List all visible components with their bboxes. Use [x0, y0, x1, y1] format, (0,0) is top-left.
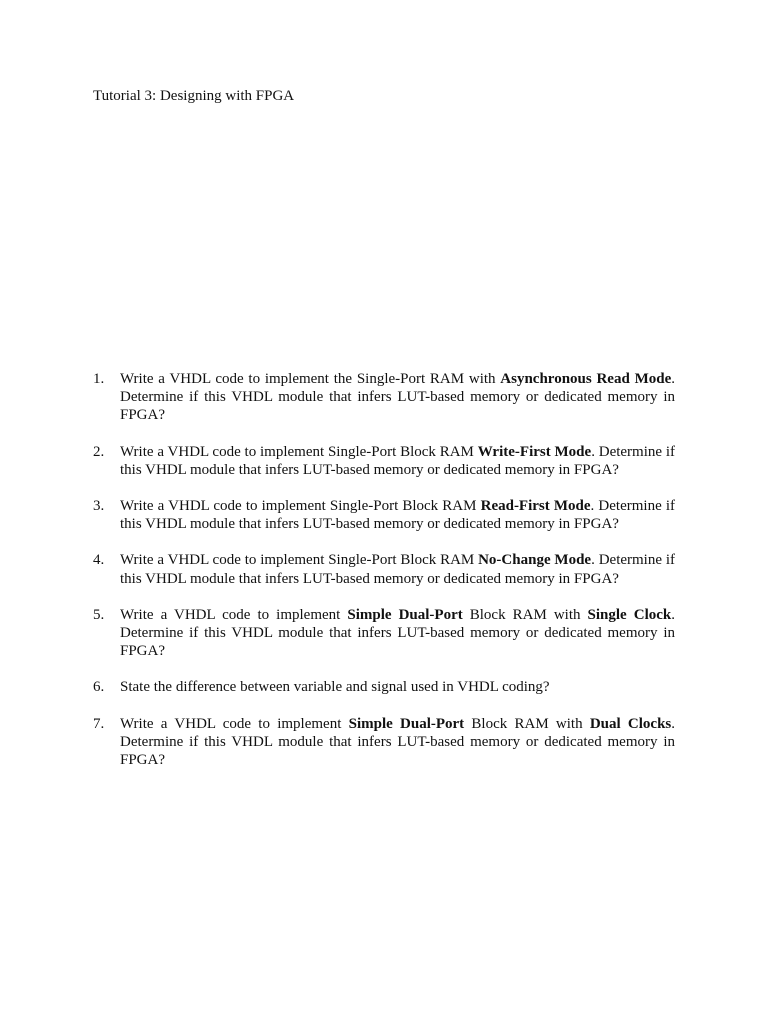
question-list — [93, 370, 675, 787]
question-text-segment: . Determine if this VHDL module that infers LUT-based memory or dedicated memory in FPGA? — [120, 371, 675, 424]
question-number: 1. — [93, 371, 105, 387]
question-item — [93, 678, 675, 696]
question-text-segment: Write a VHDL code to implement Single-Port Block RAM — [120, 552, 479, 569]
question-text-segment: Write a VHDL code to implement Single-Port Block RAM — [120, 498, 481, 515]
question-text — [120, 678, 675, 696]
question-number: 3. — [93, 498, 105, 515]
question-text-segment: Block RAM with — [464, 715, 590, 732]
question-text-segment: . Determine if this VHDL module that infers LUT-based memory or dedicated memory in FPGA? — [120, 552, 676, 587]
question-text-bold: Single Clock — [587, 606, 672, 623]
question-text-segment: . Determine if this VHDL module that infers LUT-based memory or dedicated memory in FPGA? — [120, 606, 675, 660]
question-number: 5. — [93, 606, 105, 623]
question-number: 4. — [93, 552, 105, 569]
question-text-segment: Write a VHDL code to implement Single-Port Block RAM — [120, 443, 478, 460]
question-item — [93, 606, 675, 661]
question-item — [93, 715, 675, 770]
question-text-segment: Write a VHDL code to implement — [120, 606, 348, 623]
question-text-bold: Simple Dual-Port — [347, 606, 463, 623]
question-item — [93, 443, 675, 479]
question-item — [93, 497, 675, 533]
question-text-bold: Asynchronous Read Mode — [500, 371, 672, 387]
question-text-segment: Block RAM with — [462, 606, 588, 623]
question-text-segment: Write a VHDL code to implement — [120, 715, 349, 732]
question-text — [120, 443, 675, 479]
question-text-segment: . Determine if this VHDL module that infers LUT-based memory or dedicated memory in FPGA? — [120, 715, 675, 769]
question-text — [120, 370, 675, 425]
question-text-bold: Simple Dual-Port — [348, 715, 465, 732]
question-item — [93, 551, 675, 587]
page-title: Tutorial 3: Designing with FPGA — [93, 88, 295, 104]
question-number: 2. — [93, 443, 105, 460]
question-text-segment: . Determine if this VHDL module that infers LUT-based memory or dedicated memory in FPGA? — [120, 498, 676, 533]
question-text-bold: Dual Clocks — [589, 715, 672, 732]
question-text — [120, 606, 675, 661]
question-text — [120, 715, 675, 770]
question-text-segment: State the difference between variable and signal used in VHDL coding? — [120, 679, 550, 696]
question-number: 6. — [93, 679, 105, 696]
question-text — [120, 551, 675, 587]
question-text-bold: Read-First Mode — [480, 498, 591, 515]
question-text-segment: . Determine if this VHDL module that infers LUT-based memory or dedicated memory in FPGA? — [120, 443, 675, 478]
question-text-segment: Write a VHDL code to implement the Single-Port RAM with — [120, 371, 501, 387]
question-text-bold: Write-First Mode — [477, 443, 592, 460]
question-number: 7. — [93, 715, 105, 732]
question-text — [120, 497, 675, 533]
question-item — [93, 370, 675, 425]
question-text-bold: No-Change Mode — [478, 552, 592, 569]
